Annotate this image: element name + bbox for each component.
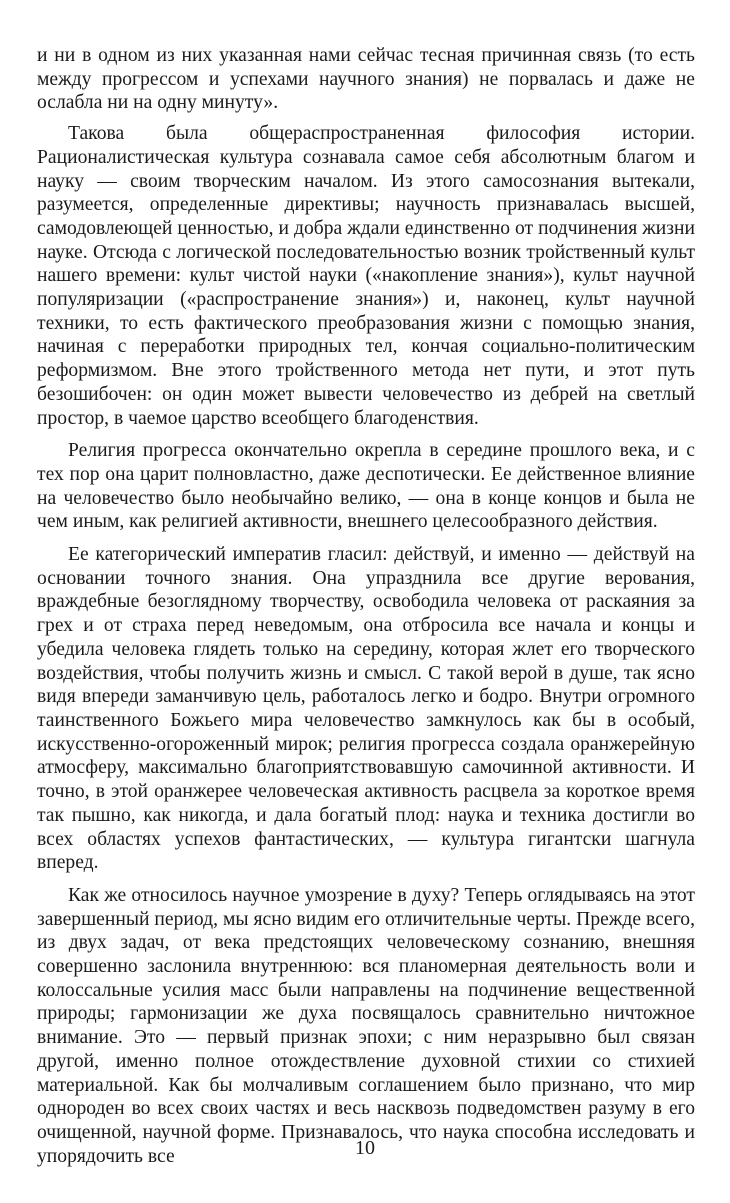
paragraph-3: Религия прогресса окончательно окрепла в середине прошлого века, и с тех пор она царит полновластно, даже деспотически. Ее действенное влияние на человечество было необычайно велико, — она в конце концов и была не чем иным, как религией активности, внешнего целесообразного действия. — [37, 440, 695, 533]
paragraph-4: Ее категорический императив гласил: действуй, и именно — действуй на основании точного знания. Она упразднила все другие верования, враждебные безоглядному творчеству, освободила человека от раскаяния за грех и от страха перед неведомым, она отбросила все начала и концы и убедила человека глядеть только на середину, которая жлет его творческого воздействия, чтобы получить жизнь и смысл. С такой верой в душе, так ясно видя впереди заманчивую цель, работалось легко и бодро. Внутри огромного таинственного Божьего мира человечество замкнулось как бы в особый, искусственно-огороженный мирок; религия прогресса создала оранжерейную атмосферу, максимально благоприятствовавшую самочинной активности. И точно, в этой оранжерее человеческая активность расцвела за короткое время так пышно, как никогда, и дала богатый плод: наука и техника достигли во всех областях успехов фантастических, — культура гигантски шагнула вперед. — [37, 544, 695, 874]
paragraph-5: Как же относилось научное умозрение в духу? Теперь оглядываясь на этот завершенный период, мы ясно видим его отличительные черты. Прежде всего, из двух задач, от века предстоящих человеческому сознанию, внешняя совершенно заслонила внутреннюю: вся планомерная деятельность воли и колоссальные усилия масс были направлены на подчинение вещественной природы; гармонизации же духа посвящалось сравнительно ничтожное внимание. Это — первый признак эпохи; с ним неразрывно был связан другой, именно полное отождествление духовной стихии со стихией материальной. Как бы молчаливым соглашением было признано, что мир однороден во всех своих частях и весь насквозь подведомствен разуму в его очищенной, научной форме. Признавалось, что наука способна исследовать и упорядочить все — [37, 884, 695, 1167]
page-body — [37, 44, 695, 1168]
paragraph-2: Такова была общераспространенная философия истории. Рационалистическая культура сознавала самое себя абсолютным благом и науку — своим творческим началом. Из этого самосознания вытекали, разумеется, определенные директивы; научность признавалась высшей, самодовлеющей ценностью, и добра ждали единственно от подчинения жизни науке. Отсюда с логической последовательностью возник тройственный культ нашего времени: культ чистой науки («накопление знания»), культ научной популяризации («распространение знания») и, наконец, культ научной техники, то есть фактического преобразования жизни с помощью знания, начиная с переработки природных тел, кончая социально-политическим реформизмом. Вне этого тройственного метода нет пути, и этот путь безошибочен: он один может вывести человечество из дебрей на светлый простор, в чаемое царство всеобщего благоденствия. — [37, 123, 695, 429]
page-number: 10 — [355, 1137, 375, 1159]
paragraph-1: и ни в одном из них указанная нами сейчас тесная причинная связь (то есть между прогрессом и успехами научного знания) не порвалась и даже не ослабла ни на одну минуту». — [37, 45, 695, 114]
